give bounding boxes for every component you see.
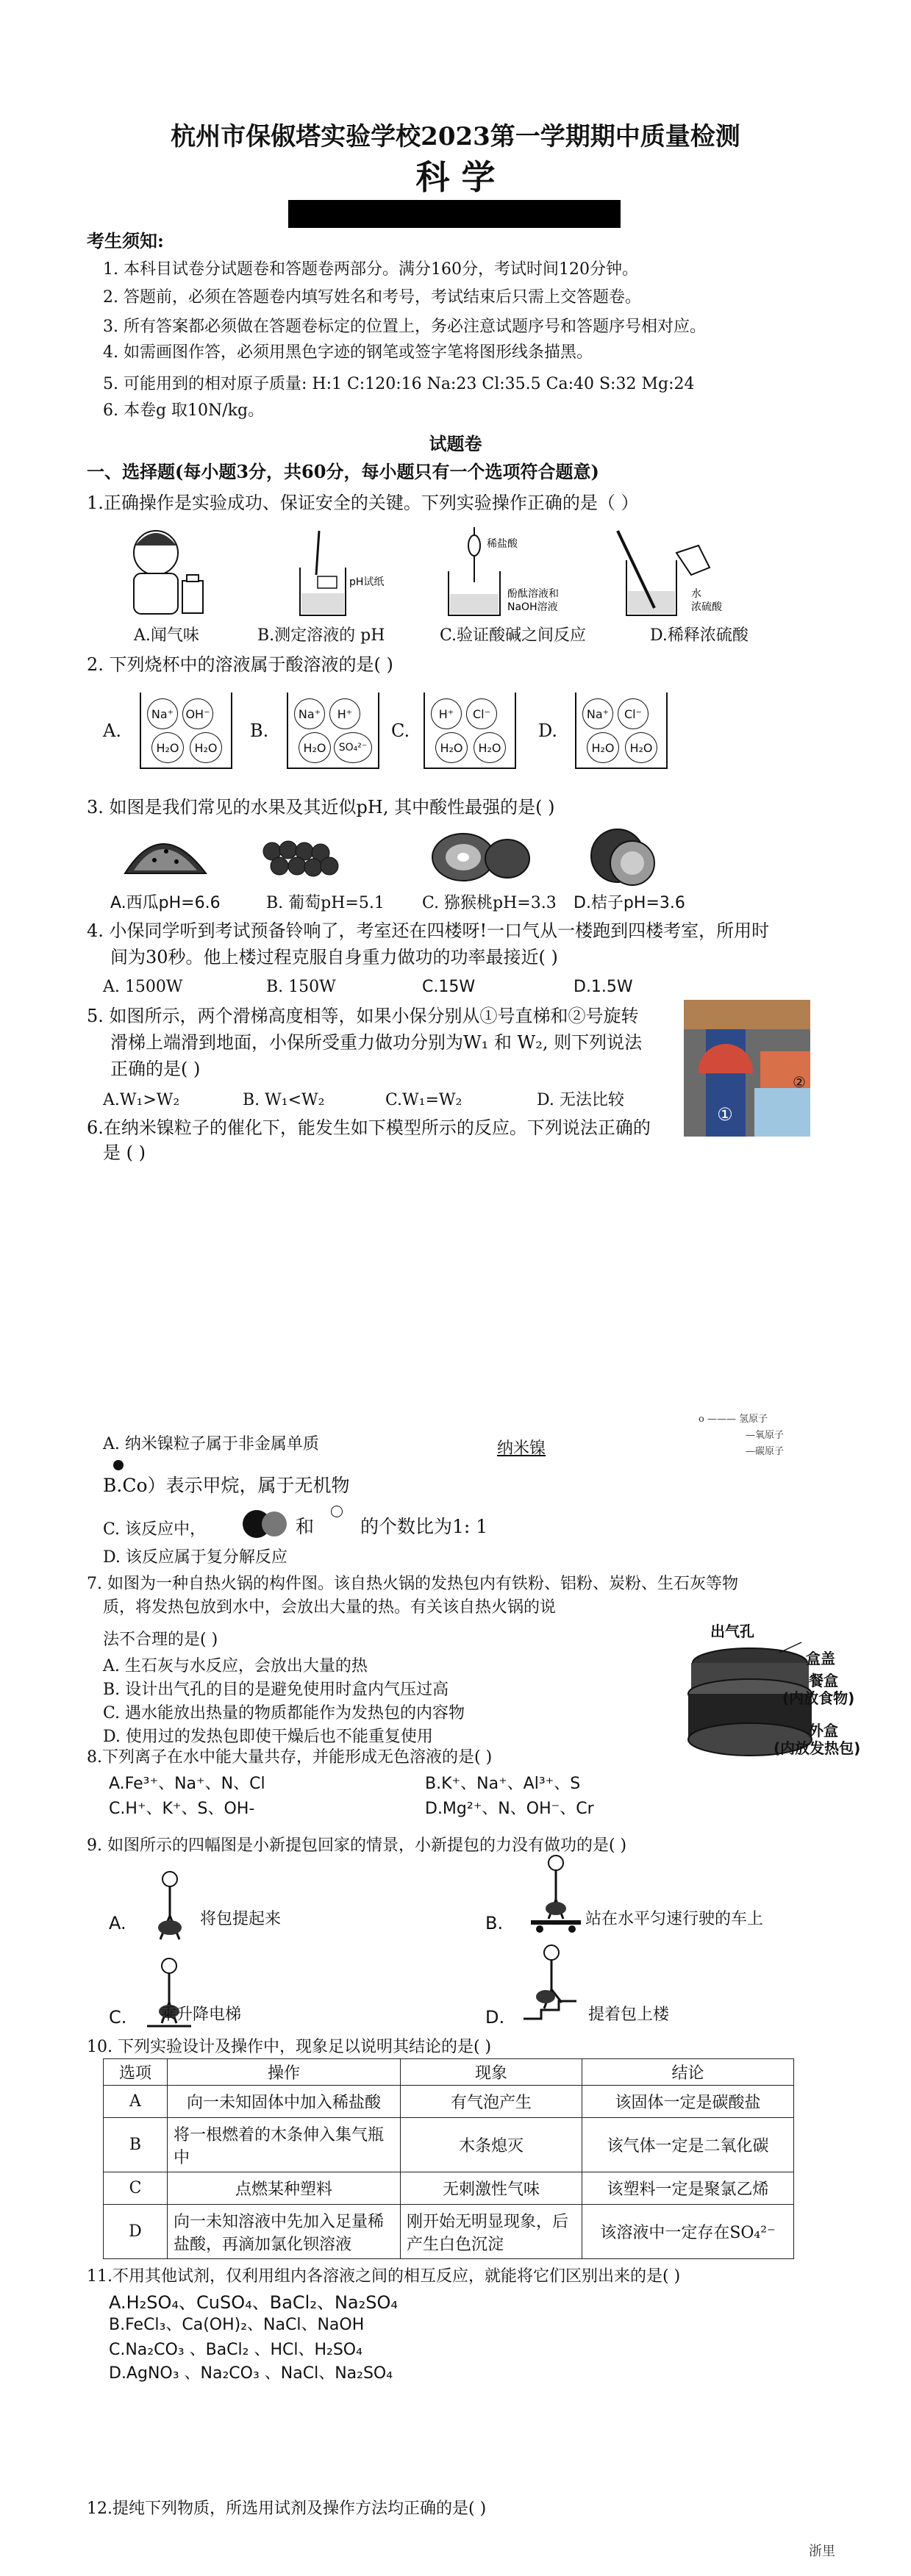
table-cell: 无刺激性气味 xyxy=(401,2172,582,2205)
q2-option-letter: C. xyxy=(391,720,410,741)
q9-option: 将包提起来 xyxy=(200,1910,282,1928)
slide-photo xyxy=(684,1000,810,1137)
ion: SO₄²⁻ xyxy=(334,732,372,763)
person-on-stairs-icon xyxy=(524,1942,582,2023)
q2-option-letter: D. xyxy=(538,720,558,741)
q11-option: C.Na₂CO₃ 、BaCl₂ 、HCl、H₂SO₄ xyxy=(109,2341,362,2359)
q3-fruit-figures xyxy=(118,822,706,890)
table-cell: 点燃某种塑料 xyxy=(168,2172,401,2205)
q5-option: C.W₁=W₂ xyxy=(385,1091,462,1109)
q1-fig-label: pH试纸 xyxy=(349,576,385,588)
notice-item: 1. 本科目试卷分试题卷和答题卷两部分。满分160分，考试时间120分钟。 xyxy=(103,260,638,279)
q7-option: D. 使用过的发热包即使干燥后也不能重复使用 xyxy=(103,1728,433,1746)
person-on-cart-icon xyxy=(526,1853,585,1933)
subject-title: 科 学 xyxy=(415,157,496,197)
ion: Cl⁻ xyxy=(618,698,649,729)
legend-entry: —氧原子 xyxy=(746,1430,785,1441)
q2-option-letter: A. xyxy=(103,720,121,741)
q4-option: A. 1500W xyxy=(103,978,183,996)
hotpot-label: (内放食物) xyxy=(782,1689,855,1707)
table-cell: 将一根燃着的木条伸入集气瓶中 xyxy=(168,2118,401,2172)
q5-stem: 正确的是( ) xyxy=(110,1059,201,1079)
beaker-b xyxy=(287,693,379,769)
table-cell: 向一未知溶液中先加入足量稀盐酸，再滴加氯化钡溶液 xyxy=(168,2205,401,2259)
hotpot-label: 餐盒 xyxy=(809,1672,838,1689)
q5-stem: 5. 如图所示，两个滑梯高度相等，如果小保分别从①号直梯和②号旋转 xyxy=(87,1006,639,1026)
q11-option: B.FeCl₃、Ca(OH)₂、NaCl、NaOH xyxy=(109,2316,365,2334)
notice-item: 6. 本卷g 取10N/kg。 xyxy=(103,401,265,420)
hotpot-label: (内放发热包) xyxy=(774,1739,861,1757)
legend-label: 氢原子 xyxy=(739,1414,768,1425)
q5-option: B. W₁<W₂ xyxy=(243,1091,325,1109)
q10-stem: 10. 下列实验设计及操作中，现象足以说明其结论的是( ) xyxy=(87,2038,492,2056)
q1-option: C.验证酸碱之间反应 xyxy=(440,626,587,645)
q6-stem: 是 ( ) xyxy=(103,1142,146,1163)
q6-option: C. 该反应中， xyxy=(103,1520,207,1539)
q8-option: B.K⁺、Na⁺、Al³⁺、S xyxy=(425,1775,581,1793)
table-cell: 该气体一定是二氧化碳 xyxy=(582,2118,794,2172)
q1-option: D.稀释浓硫酸 xyxy=(650,626,749,645)
q1-fig-label: NaOH溶液 xyxy=(507,601,558,613)
q1-fig-label: 水 xyxy=(691,588,701,600)
ion: H₂O xyxy=(435,732,468,763)
slide-mark: ① xyxy=(717,1104,733,1125)
hotpot-label: 出气孔 xyxy=(710,1622,754,1640)
legend-entry: o ——— 氢原子 xyxy=(699,1414,768,1425)
table-cell: D xyxy=(104,2205,168,2259)
q1-fig-label: 酚酞溶液和 xyxy=(507,588,559,600)
slide-mark: ② xyxy=(793,1073,806,1091)
q1-option: B.测定溶液的 pH xyxy=(257,626,385,645)
part-one-heading: 一、选择题(每小题3分，共60分，每小题只有一个选项符合题意) xyxy=(87,461,599,482)
q8-option: C.H⁺、K⁺、S、OH- xyxy=(109,1800,255,1818)
q1-stem: 1.正确操作是实验成功、保证安全的关键。下列实验操作正确的是（ ） xyxy=(87,493,639,513)
q6-option: 的个数比为1: 1 xyxy=(360,1516,488,1537)
q8-stem: 8.下列离子在水中能大量共存，并能形成无色溶液的是( ) xyxy=(87,1748,493,1767)
q4-option: B. 150W xyxy=(266,978,336,996)
q4-stem: 4. 小保同学听到考试预备铃响了，考室还在四楼呀!一口气从一楼跑到四楼考室，所用时 xyxy=(87,920,770,941)
table-cell: A xyxy=(104,2086,168,2118)
hotpot-label: 盒盖 xyxy=(806,1650,835,1667)
beaker-d xyxy=(575,693,668,769)
titration-figure xyxy=(449,527,559,615)
q9-letter: C. xyxy=(109,2007,127,2028)
table-header: 操作 xyxy=(168,2059,401,2086)
paper-title: 试题卷 xyxy=(429,433,482,454)
q9-option: 站在水平匀速行驶的车上 xyxy=(585,1910,764,1928)
q11-option: A.H₂SO₄、CuSO₄、BaCl₂、Na₂SO₄ xyxy=(109,2292,398,2313)
table-row xyxy=(104,2118,794,2172)
q2-option-letter: B. xyxy=(250,720,269,741)
q7-stem: 7. 如图为一种自热火锅的构件图。该自热火锅的发热包内有铁粉、铝粉、炭粉、生石灰等物 xyxy=(87,1575,738,1593)
person-lifting-icon xyxy=(144,1869,196,1942)
q6-option: B.Co）表示甲烷，属于无机物 xyxy=(103,1475,350,1496)
q6-and: 和 xyxy=(296,1516,315,1537)
q9-letter: D. xyxy=(485,2007,505,2028)
q6-option: D. 该反应属于复分解反应 xyxy=(103,1548,287,1567)
q11-stem: 11.不用其他试剂，仅利用组内各溶液之间的相互反应，就能将它们区别出来的是( ) xyxy=(87,2267,681,2286)
q1-fig-label: 稀盐酸 xyxy=(487,538,518,550)
q3-option: D.桔子pH=3.6 xyxy=(574,894,685,912)
q12-stem: 12.提纯下列物质，所选用试剂及操作方法均正确的是( ) xyxy=(87,2500,487,2518)
atom-legend xyxy=(699,1412,809,1460)
molecule-icon xyxy=(324,1506,354,1538)
q1-figures xyxy=(110,523,816,619)
table-row xyxy=(104,2086,794,2118)
q1-fig-label: 浓硫酸 xyxy=(691,601,722,613)
ion: Na⁺ xyxy=(582,698,613,729)
notice-item: 3. 所有答案都必须做在答题卷标定的位置上，务必注意试题序号和答题序号相对应。 xyxy=(103,318,706,336)
q6-option: A. 纳米镍粒子属于非金属单质 xyxy=(103,1435,319,1453)
notice-item: 5. 可能用到的相对原子质量: H:1 C:120:16 Na:23 Cl:35.5 Ca:40 S:32 Mg:24 xyxy=(103,375,695,393)
q2-stem: 2. 下列烧杯中的溶液属于酸溶液的是( ) xyxy=(87,654,393,675)
beaker-c xyxy=(424,693,516,769)
q8-option: A.Fe³⁺、Na⁺、N、Cl xyxy=(109,1775,265,1793)
molecule-icon xyxy=(243,1507,290,1541)
catalyst-label: 纳米镍 xyxy=(497,1439,546,1458)
ion: Cl⁻ xyxy=(466,698,497,729)
sniff-figure xyxy=(134,531,203,614)
table-cell: 该溶液中一定存在SO₄²⁻ xyxy=(582,2205,794,2259)
q5-option: D. 无法比较 xyxy=(537,1091,624,1109)
table-cell: 该固体一定是碳酸盐 xyxy=(582,2086,794,2118)
ion: H⁺ xyxy=(431,698,462,729)
q5-option: A.W₁>W₂ xyxy=(103,1091,180,1109)
ion: H₂O xyxy=(190,732,222,763)
q9-letter: B. xyxy=(485,1913,504,1933)
notice-item: 2. 答题前，必须在答题卷内填写姓名和考号，考试结束后只需上交答题卷。 xyxy=(103,288,641,307)
q3-option: A.西瓜pH=6.6 xyxy=(110,894,221,912)
ion: Na⁺ xyxy=(294,698,325,729)
q7-stem: 法不合理的是( ) xyxy=(103,1631,218,1649)
exam-title: 杭州市保俶塔实验学校2023第一学期期中质量检测 xyxy=(171,122,740,151)
q11-option: D.AgNO₃ 、Na₂CO₃ 、NaCl、Na₂SO₄ xyxy=(109,2364,393,2383)
table-cell: 刚开始无明显现象，后产生白色沉淀 xyxy=(401,2205,582,2259)
table-cell: 该塑料一定是聚氯乙烯 xyxy=(582,2172,794,2205)
q9-stem: 9. 如图所示的四幅图是小新提包回家的情景，小新提包的力没有做功的是( ) xyxy=(87,1836,627,1855)
table-cell: 有气泡产生 xyxy=(401,2086,582,2118)
legend-label: 碳原子 xyxy=(755,1446,785,1457)
legend-label: 氧原子 xyxy=(755,1430,785,1441)
dilution-figure xyxy=(618,531,723,615)
ion: H⁺ xyxy=(329,698,360,729)
q9-option: 提着包上楼 xyxy=(588,2006,670,2024)
table-cell: C xyxy=(104,2172,168,2205)
legend-entry: —碳原子 xyxy=(746,1446,785,1457)
table-header: 结论 xyxy=(582,2059,794,2086)
table-header: 选项 xyxy=(104,2059,168,2086)
hotpot-label: 外盒 xyxy=(809,1722,838,1739)
methane-molecule-icon xyxy=(110,1457,126,1473)
redaction-bar xyxy=(288,200,621,228)
table-row xyxy=(104,2205,794,2259)
q7-stem: 质，将发热包放到水中，会放出大量的热。有关该自热火锅的说 xyxy=(103,1598,557,1617)
ph-figure xyxy=(300,531,384,615)
q3-option: C. 猕猴桃pH=3.3 xyxy=(422,894,557,912)
ion: Na⁺ xyxy=(147,698,178,729)
q9-letter: A. xyxy=(109,1913,126,1933)
q8-option: D.Mg²⁺、N、OH⁻、Cr xyxy=(425,1800,594,1818)
table-header-row xyxy=(104,2059,794,2086)
table-cell: 向一未知固体中加入稀盐酸 xyxy=(168,2086,401,2118)
ion: H₂O xyxy=(625,732,657,763)
q4-option: D.1.5W xyxy=(574,978,633,996)
beaker-a xyxy=(140,693,232,769)
ion: H₂O xyxy=(299,732,331,763)
q7-option: C. 遇水能放出热量的物质都能作为发热包的内容物 xyxy=(103,1704,465,1722)
table-cell: B xyxy=(104,2118,168,2172)
q5-stem: 滑梯上端滑到地面，小保所受重力做功分别为W₁ 和 W₂, 则下列说法 xyxy=(110,1032,643,1053)
q4-stem: 间为30秒。他上楼过程克服自身重力做功的功率最接近( ) xyxy=(110,947,558,967)
q1-option: A.闻气味 xyxy=(134,626,199,645)
ion: OH⁻ xyxy=(182,698,213,729)
q4-option: C.15W xyxy=(422,978,476,996)
ion: H₂O xyxy=(474,732,506,763)
table-cell: 木条熄灭 xyxy=(401,2118,582,2172)
q9-option: 乘升降电梯 xyxy=(160,2006,242,2024)
ion: H₂O xyxy=(587,732,619,763)
q6-stem: 6.在纳米镍粒子的催化下，能发生如下模型所示的反应。下列说法正确的 xyxy=(87,1117,651,1138)
ion: H₂O xyxy=(151,732,184,763)
notice-item: 4. 如需画图作答，必须用黑色字迹的钢笔或签字笔将图形线条描黑。 xyxy=(103,343,593,362)
kiwi-icon xyxy=(432,834,529,881)
table-header: 现象 xyxy=(401,2059,582,2086)
table-row xyxy=(104,2172,794,2205)
orange-icon xyxy=(591,829,654,885)
q10-table xyxy=(103,2058,794,2259)
watermelon-icon xyxy=(125,844,206,873)
footer-text: 浙里 xyxy=(809,2544,835,2559)
q7-option: B. 设计出气孔的目的是避免使用时盒内气压过高 xyxy=(103,1681,449,1699)
q3-option: B. 葡萄pH=5.1 xyxy=(266,894,385,912)
notice-heading: 考生须知: xyxy=(87,230,164,251)
q3-stem: 3. 如图是我们常见的水果及其近似pH, 其中酸性最强的是( ) xyxy=(87,797,555,817)
grapes-icon xyxy=(263,841,338,876)
q7-option: A. 生石灰与水反应，会放出大量的热 xyxy=(103,1657,368,1675)
